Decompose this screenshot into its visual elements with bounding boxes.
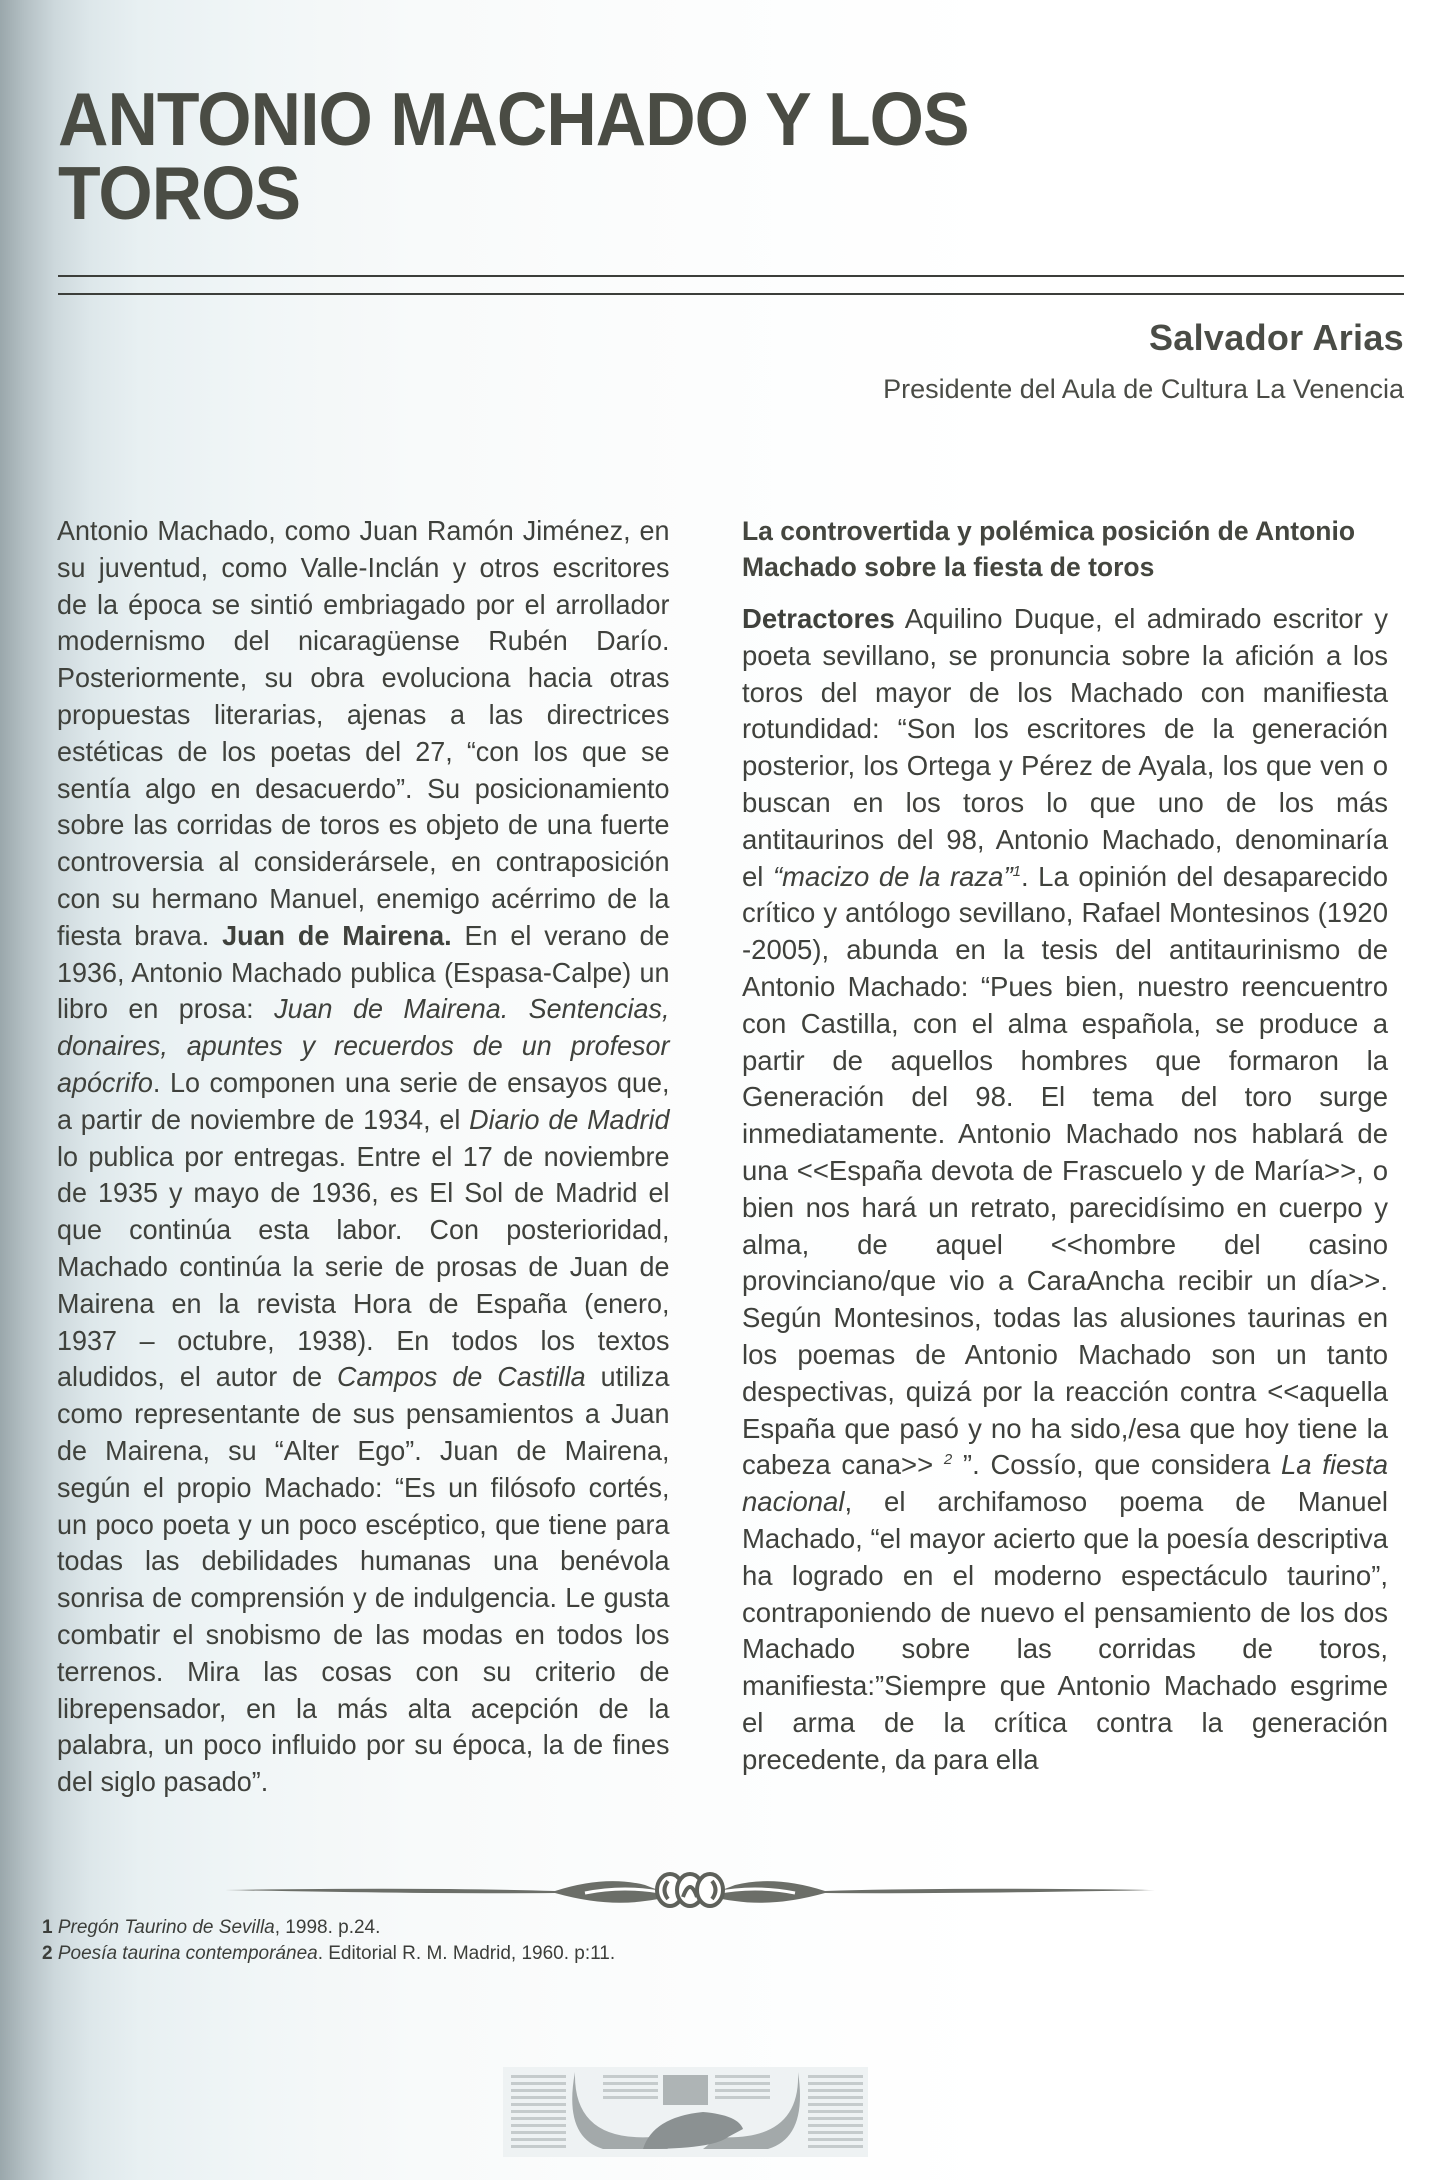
body-text: En el verano de 1936, Antonio Machado publica (Espasa-Calpe) un libro en prosa: — [57, 919, 670, 1025]
body-text: . Lo componen una serie de ensayos que, a partir de noviembre de 1934, el — [57, 1066, 670, 1135]
author-name: Salvador Arias — [1149, 317, 1404, 358]
footnotes — [42, 1915, 615, 1967]
footnote-title: Pregón Taurino de Sevilla — [57, 1917, 275, 1938]
right-paragraph — [742, 601, 1388, 1779]
footnote-2 — [42, 1941, 615, 1967]
section-label-juan-de-mairena: Juan de Mairena. — [222, 919, 452, 951]
title-rule-bottom — [58, 293, 1404, 295]
body-text: . La opinión del desaparecido crítico y antólogo sevillano, Rafael Montesinos (1920 -2005), abunda en la tesis del antitaurinismo de Antonio Machado: “Pues bien, nuestro reencuentro con Castilla, con el alma española, se produce a partir de aquellos hombres que formaron la Generación del 98. El tema del toro surge inmediatamente. Antonio Machado nos hablará de una <<España devota de Frascuelo y de María>>, o bien nos hará un retrato, parecidísimo en cuerpo y alma, de aquel <<hombre del casino provinciano/que vio a CaraAncha recibir un día>>. Según Montesinos, todas las alusiones taurinas en los poemas de Antonio Machado son un tanto despectivas, quizá por la reacción contra <<aquella España que pasó y no ha sido,/esa que hoy tiene la cabeza cana>> — [742, 860, 1388, 1481]
footnote-number: 1 — [42, 1917, 53, 1938]
left-paragraph — [57, 513, 670, 1801]
newspaper-title: Diario de Madrid — [469, 1103, 670, 1135]
title-rule-top — [58, 275, 1404, 277]
left-column — [57, 513, 670, 1801]
book-title: Juan de Mairena. Sentencias, donaires, apuntes y recuerdos de un profesor apócrifo — [57, 993, 670, 1098]
author-role: Presidente del Aula de Cultura La Venencia — [883, 374, 1404, 404]
poem-title: La fiesta nacional — [742, 1449, 1388, 1518]
footnote-title: Poesía taurina contemporánea — [57, 1943, 318, 1964]
bull-horns-illustration — [503, 2067, 868, 2157]
footnote-number: 2 — [42, 1943, 53, 1964]
section-label-detractores: Detractores — [742, 603, 895, 634]
body-text: lo publica por entregas. Entre el 17 de noviembre de 1935 y mayo de 1936, es El Sol de Madrid el que continúa esta labor. Con posterioridad, Machado continúa la serie de prosas de Juan de Mairena en la revista Hora de España (enero, 1937 – octubre, 1938). En todos los textos aludidos, el autor de — [57, 1140, 670, 1393]
body-text: Aquilino Duque, el admirado escritor y poeta sevillano, se pronuncia sobre la afición a los toros del mayor de los Machado con manifiesta rotundidad: “Son los escritores de la generación posterior, los Ortega y Pérez de Ayala, los que ven o buscan en los toros lo que uno de los más antitaurinos del 98, Antonio Machado, denominaría el — [742, 603, 1388, 892]
body-text: utiliza como representante de sus pensamientos a Juan de Mairena, su “Alter Ego”. Juan de Mairena, según el propio Machado: “Es un filósofo cortés, un poco poeta y un poco escéptico, que tiene para todas las debilidades humanas una benévola sonrisa de comprensión y de indulgencia. Le gusta combatir el snobismo de las modas en todos los terrenos. Mira las cosas con su criterio de librepensador, en la más alta acepción de la palabra, un poco influido por su época, la de fines del siglo pasado”. — [57, 1361, 670, 1798]
body-text: ”. Cossío, que considera — [952, 1449, 1281, 1481]
footnote-text: . Editorial R. M. Madrid, 1960. p:11. — [317, 1943, 616, 1964]
footnote-ref-1[interactable]: 1 — [1012, 862, 1021, 880]
right-column — [742, 513, 1388, 1779]
footnote-text: , 1998. p.24. — [274, 1917, 381, 1938]
book-title-campos: Campos de Castilla — [337, 1361, 586, 1393]
body-text: , el archifamoso poema de Manuel Machado, “el mayor acierto que la poesía descriptiva ha logrado en el moderno espectáculo taurino”, contraponiendo de nuevo el pensamiento de los dos Machado sobre las corridas de toros, manifiesta:”Siempre que Antonio Machado esgrime el arma de la crítica contra la generación precedente, da para ella — [742, 1486, 1388, 1775]
article-title — [58, 77, 969, 235]
quote-macizo: “macizo de la raza” — [772, 860, 1013, 892]
article-title-line-2: TOROS — [58, 151, 301, 235]
section-subheading: La controvertida y polémica posición de Antonio Machado sobre la fiesta de toros — [742, 516, 1356, 582]
ornamental-divider-icon — [225, 1863, 1155, 1913]
footnote-ref-2[interactable]: 2 — [943, 1451, 953, 1469]
article-title-line-1: ANTONIO MACHADO Y LOS — [58, 77, 969, 161]
body-text: Antonio Machado, como Juan Ramón Jiménez, en su juventud, como Valle-Inclán y otros escritores de la época se sintió embriagado por el arrollador modernismo del nicaragüense Rubén Darío. Posteriormente, su obra evoluciona hacia otras propuestas literarias, ajenas a las directrices estéticas de los poetas del 27, “con los que se sentía algo en desacuerdo”. Su posicionamiento sobre las corridas de toros es objeto de una fuerte controversia al considerársele, en contraposición con su hermano Manuel, enemigo acérrimo de la fiesta brava. — [57, 515, 670, 951]
footnote-1 — [42, 1915, 615, 1941]
